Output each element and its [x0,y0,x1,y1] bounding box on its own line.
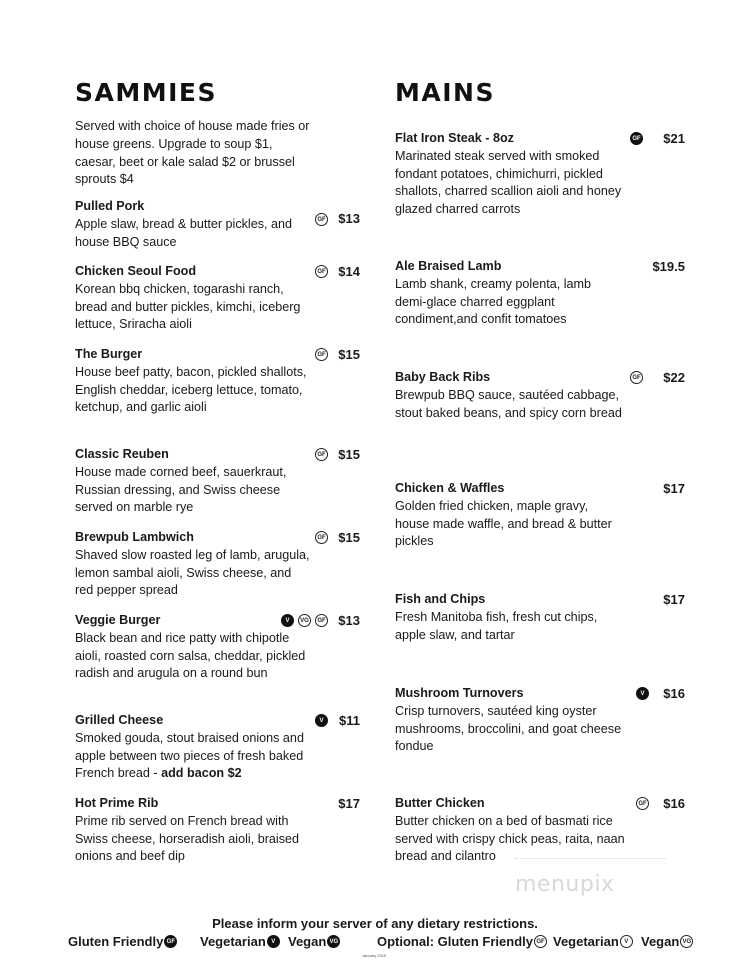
item-description: House beef patty, bacon, pickled shallots, English cheddar, iceberg lettuce, tomato, ketchup, and garlic aioli [75,364,307,415]
legend-label: Vegetarian [553,934,619,949]
menu-item-butter-chicken [395,795,685,866]
item-price: $19.5 [652,259,685,274]
item-name: Hot Prime Rib [75,796,159,810]
item-price: $15 [338,347,360,362]
menu-date: January 2019 [362,953,387,958]
item-price: $17 [663,481,685,496]
item-price: $22 [663,370,685,385]
item-name: Chicken Seoul Food [75,264,197,278]
dietary-notice: Please inform your server of any dietary restrictions. [212,916,538,931]
gluten-friendly-icon: GF [315,265,328,278]
gluten-friendly-icon: GF [315,348,328,361]
vegan-icon: VG [680,935,693,948]
item-price: $13 [338,211,360,226]
item-name: Grilled Cheese [75,713,164,727]
item-name: Flat Iron Steak - 8oz [395,131,514,145]
vegan-icon: VG [298,614,311,627]
menu-item-veggie-burger [75,612,360,683]
item-name: Butter Chicken [395,796,485,810]
item-name: Classic Reuben [75,447,169,461]
item-description: House made corned beef, sauerkraut, Russian dressing, and Swiss cheese served on marble rye [75,464,287,515]
menu-item-grilled-cheese [75,712,360,783]
legend-label: Vegan [641,934,680,949]
vegan-icon: VG [327,935,340,948]
item-description: Lamb shank, creamy polenta, lamb demi-glace charred eggplant condiment,and confit tomatoes [395,276,592,327]
item-price: $15 [338,530,360,545]
item-price: $13 [338,613,360,628]
item-description: Crisp turnovers, sautéed king oyster mushrooms, broccolini, and goat cheese fondue [395,703,622,754]
menu-item-brewpub-lambwich [75,529,360,600]
item-name: Baby Back Ribs [395,370,491,384]
item-description: Apple slaw, bread & butter pickles, and house BBQ sauce [75,216,293,249]
item-description: Prime rib served on French bread with Swiss cheese, horseradish aioli, braised onions and beef dip [75,813,300,864]
legend-gluten-friendly [68,934,177,949]
menupix-watermark: menupix [515,872,615,897]
sammies-heading: SAMMIES [75,78,217,107]
item-description [75,730,310,783]
mains-heading: MAINS [395,78,495,107]
add-bacon-note: add bacon $2 [161,766,242,781]
sammies-intro: Served with choice of house made fries or house greens. Upgrade to soup $1, caesar, beet or kale salad $2 or brussel sprouts $4 [75,119,310,187]
watermark-line [515,858,665,859]
sammies-section [75,78,360,864]
item-price: $14 [338,264,360,279]
item-description: Black bean and rice patty with chipotle aioli, roasted corn salsa, cheddar, pickled radish and arugula on a round bun [75,630,306,681]
item-price: $16 [663,686,685,701]
item-description-text: Smoked gouda, stout braised onions and apple between two pieces of fresh baked French bread - [75,730,304,781]
item-price: $11 [339,713,360,728]
menu-item-chicken-seoul-food [75,263,360,334]
legend-label: Vegan [288,934,327,949]
item-price: $17 [663,592,685,607]
menu-item-the-burger [75,346,360,417]
item-price: $16 [663,796,685,811]
menu-item-flat-iron-steak [395,130,685,219]
vegetarian-icon: V [636,687,649,700]
item-name: Pulled Pork [75,199,145,213]
gluten-friendly-icon: GF [315,213,328,226]
item-name: Ale Braised Lamb [395,259,502,273]
mains-section [395,78,685,864]
item-description: Fresh Manitoba fish, fresh cut chips, apple slaw, and tartar [395,609,598,642]
gluten-friendly-icon: GF [315,531,328,544]
menu-item-pulled-pork [75,198,360,251]
item-description: Marinated steak served with smoked fondant potatoes, chimichurri, pickled shallots, charred scallion aioli and honey glazed charred carrots [395,148,622,217]
menu-item-mushroom-turnovers [395,685,685,756]
gluten-friendly-icon: GF [534,935,547,948]
legend-optional-vegan [641,934,693,949]
item-description: Brewpub BBQ sauce, sautéed cabbage, stout baked beans, and spicy corn bread [395,387,622,420]
menu-item-classic-reuben [75,446,360,517]
item-name: Fish and Chips [395,592,486,606]
item-description: Korean bbq chicken, togarashi ranch, bread and butter pickles, kimchi, iceberg lettuce, Sriracha aioli [75,281,301,332]
gluten-friendly-icon: GF [315,614,328,627]
legend-label: Vegetarian [200,934,266,949]
item-price: $21 [663,131,685,146]
menu-item-baby-back-ribs [395,369,685,422]
item-description: Golden fried chicken, maple gravy, house made waffle, and bread & butter pickles [395,498,612,549]
vegetarian-icon: V [315,714,328,727]
item-price: $15 [338,447,360,462]
vegetarian-icon: V [281,614,294,627]
item-description: Shaved slow roasted leg of lamb, arugula, lemon sambal aioli, Swiss cheese, and red pepper spread [75,547,310,598]
item-name: Chicken & Waffles [395,481,505,495]
item-description: Butter chicken on a bed of basmati rice served with crispy chick peas, raita, naan bread and cilantro [395,813,625,864]
legend-optional-vegetarian [553,934,633,949]
item-name: Mushroom Turnovers [395,686,524,700]
gluten-friendly-icon: GF [630,371,643,384]
legend-label: Gluten Friendly [68,934,164,949]
legend-label: Optional: Gluten Friendly [377,934,533,949]
item-name: Brewpub Lambwich [75,530,194,544]
gluten-friendly-icon: GF [164,935,177,948]
gluten-friendly-icon: GF [636,797,649,810]
menu-item-chicken-and-waffles [395,480,685,551]
menu-item-fish-and-chips [395,591,685,644]
menu-item-ale-braised-lamb [395,258,685,329]
legend-vegan [288,934,340,949]
item-name: Veggie Burger [75,613,161,627]
legend-optional-gluten-friendly [377,934,547,949]
legend-vegetarian [200,934,280,949]
item-price: $17 [338,796,360,811]
menu-item-hot-prime-rib [75,795,360,866]
vegetarian-icon: V [620,935,633,948]
gluten-friendly-icon: GF [315,448,328,461]
vegetarian-icon: V [267,935,280,948]
item-name: The Burger [75,347,143,361]
gluten-friendly-icon: GF [630,132,643,145]
